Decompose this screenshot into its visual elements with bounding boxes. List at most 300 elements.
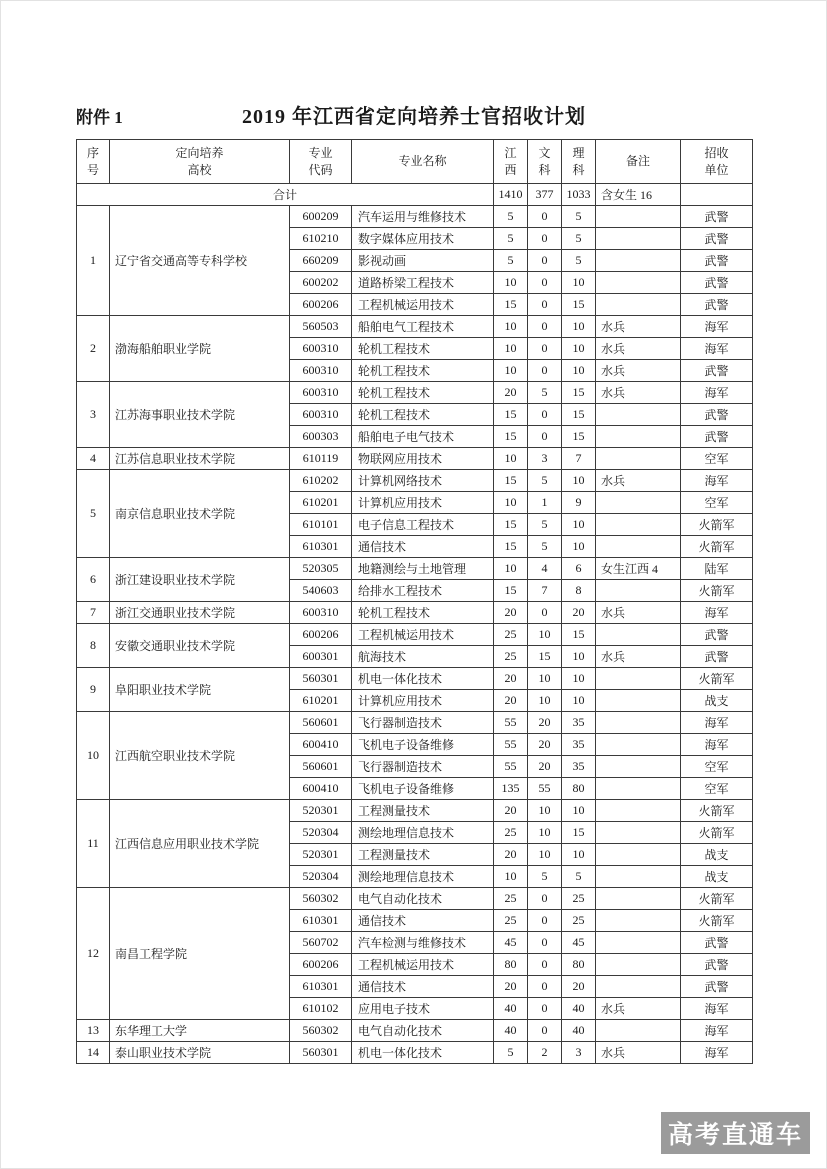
jiangxi-count-cell: 25	[494, 888, 528, 910]
unit-cell: 武警	[681, 228, 753, 250]
school-cell: 东华理工大学	[110, 1020, 290, 1042]
remark-cell	[596, 668, 681, 690]
science-count-cell: 10	[562, 338, 596, 360]
unit-cell: 武警	[681, 932, 753, 954]
arts-count-cell: 10	[528, 668, 562, 690]
table-row	[77, 558, 753, 580]
arts-count-cell: 1	[528, 492, 562, 514]
remark-cell: 水兵	[596, 382, 681, 404]
arts-count-cell: 15	[528, 646, 562, 668]
remark-cell	[596, 228, 681, 250]
science-count-cell: 15	[562, 294, 596, 316]
science-count-cell: 10	[562, 470, 596, 492]
science-count-cell: 7	[562, 448, 596, 470]
seq-cell: 13	[77, 1020, 110, 1042]
major-code-cell: 610201	[290, 492, 352, 514]
major-name-cell: 轮机工程技术	[352, 602, 494, 624]
remark-cell: 水兵	[596, 360, 681, 382]
unit-cell: 海军	[681, 712, 753, 734]
major-code-cell: 610301	[290, 910, 352, 932]
jiangxi-count-cell: 25	[494, 822, 528, 844]
arts-count-cell: 0	[528, 206, 562, 228]
jiangxi-count-cell: 40	[494, 998, 528, 1020]
major-code-cell: 600202	[290, 272, 352, 294]
unit-cell: 火箭军	[681, 910, 753, 932]
remark-cell	[596, 734, 681, 756]
total-arts: 377	[528, 184, 562, 206]
remark-cell	[596, 954, 681, 976]
major-name-cell: 船舶电子电气技术	[352, 426, 494, 448]
major-name-cell: 计算机应用技术	[352, 690, 494, 712]
major-name-cell: 飞机电子设备维修	[352, 778, 494, 800]
major-code-cell: 610202	[290, 470, 352, 492]
seq-cell: 7	[77, 602, 110, 624]
header-arts: 文 科	[528, 140, 562, 184]
jiangxi-count-cell: 45	[494, 932, 528, 954]
major-name-cell: 给排水工程技术	[352, 580, 494, 602]
arts-count-cell: 0	[528, 294, 562, 316]
arts-count-cell: 3	[528, 448, 562, 470]
remark-cell	[596, 404, 681, 426]
unit-cell: 海军	[681, 1042, 753, 1064]
unit-cell: 战支	[681, 866, 753, 888]
arts-count-cell: 0	[528, 1020, 562, 1042]
major-code-cell: 600310	[290, 338, 352, 360]
major-code-cell: 610201	[290, 690, 352, 712]
jiangxi-count-cell: 20	[494, 690, 528, 712]
arts-count-cell: 5	[528, 536, 562, 558]
header-jiangxi: 江 西	[494, 140, 528, 184]
table-row	[77, 602, 753, 624]
arts-count-cell: 0	[528, 910, 562, 932]
unit-cell: 火箭军	[681, 822, 753, 844]
science-count-cell: 10	[562, 514, 596, 536]
unit-cell: 海军	[681, 470, 753, 492]
remark-cell	[596, 250, 681, 272]
unit-cell: 武警	[681, 624, 753, 646]
seq-cell: 1	[77, 206, 110, 316]
seq-cell: 8	[77, 624, 110, 668]
unit-cell: 海军	[681, 998, 753, 1020]
arts-count-cell: 2	[528, 1042, 562, 1064]
jiangxi-count-cell: 10	[494, 492, 528, 514]
science-count-cell: 15	[562, 382, 596, 404]
remark-cell	[596, 206, 681, 228]
arts-count-cell: 20	[528, 734, 562, 756]
remark-cell	[596, 712, 681, 734]
header-major-code: 专业 代码	[290, 140, 352, 184]
arts-count-cell: 5	[528, 866, 562, 888]
science-count-cell: 80	[562, 954, 596, 976]
remark-cell	[596, 272, 681, 294]
header-major-name: 专业名称	[352, 140, 494, 184]
unit-cell: 火箭军	[681, 668, 753, 690]
unit-cell: 火箭军	[681, 514, 753, 536]
major-code-cell: 610101	[290, 514, 352, 536]
major-code-cell: 600209	[290, 206, 352, 228]
school-cell: 安徽交通职业技术学院	[110, 624, 290, 668]
major-name-cell: 数字媒体应用技术	[352, 228, 494, 250]
science-count-cell: 40	[562, 1020, 596, 1042]
remark-cell	[596, 932, 681, 954]
arts-count-cell: 0	[528, 976, 562, 998]
major-code-cell: 600410	[290, 778, 352, 800]
arts-count-cell: 5	[528, 514, 562, 536]
school-cell: 江西信息应用职业技术学院	[110, 800, 290, 888]
jiangxi-count-cell: 135	[494, 778, 528, 800]
jiangxi-count-cell: 25	[494, 910, 528, 932]
recruitment-plan-table	[76, 139, 753, 1064]
attachment-label: 附件 1	[76, 108, 123, 127]
remark-cell	[596, 492, 681, 514]
total-unit	[681, 184, 753, 206]
table-row	[77, 448, 753, 470]
header-row	[77, 140, 753, 184]
unit-cell: 空军	[681, 448, 753, 470]
science-count-cell: 20	[562, 602, 596, 624]
table-row	[77, 1042, 753, 1064]
science-count-cell: 80	[562, 778, 596, 800]
arts-count-cell: 4	[528, 558, 562, 580]
jiangxi-count-cell: 10	[494, 360, 528, 382]
major-code-cell: 600206	[290, 624, 352, 646]
science-count-cell: 10	[562, 272, 596, 294]
jiangxi-count-cell: 80	[494, 954, 528, 976]
science-count-cell: 9	[562, 492, 596, 514]
major-name-cell: 轮机工程技术	[352, 338, 494, 360]
arts-count-cell: 0	[528, 250, 562, 272]
remark-cell: 水兵	[596, 998, 681, 1020]
watermark-logo: 高考直通车	[661, 1112, 810, 1154]
jiangxi-count-cell: 15	[494, 426, 528, 448]
seq-cell: 10	[77, 712, 110, 800]
unit-cell: 海军	[681, 338, 753, 360]
major-code-cell: 600410	[290, 734, 352, 756]
jiangxi-count-cell: 55	[494, 734, 528, 756]
remark-cell	[596, 448, 681, 470]
major-name-cell: 机电一体化技术	[352, 1042, 494, 1064]
remark-cell	[596, 514, 681, 536]
major-code-cell: 610301	[290, 536, 352, 558]
remark-cell	[596, 778, 681, 800]
total-label: 合计	[77, 184, 494, 206]
major-name-cell: 轮机工程技术	[352, 360, 494, 382]
arts-count-cell: 10	[528, 800, 562, 822]
remark-cell: 水兵	[596, 1042, 681, 1064]
seq-cell: 4	[77, 448, 110, 470]
jiangxi-count-cell: 15	[494, 294, 528, 316]
major-code-cell: 600301	[290, 646, 352, 668]
major-name-cell: 地籍测绘与土地管理	[352, 558, 494, 580]
arts-count-cell: 7	[528, 580, 562, 602]
seq-cell: 11	[77, 800, 110, 888]
jiangxi-count-cell: 20	[494, 602, 528, 624]
major-code-cell: 600310	[290, 602, 352, 624]
major-code-cell: 560702	[290, 932, 352, 954]
arts-count-cell: 10	[528, 690, 562, 712]
major-name-cell: 飞行器制造技术	[352, 756, 494, 778]
major-name-cell: 航海技术	[352, 646, 494, 668]
major-code-cell: 520305	[290, 558, 352, 580]
major-code-cell: 520304	[290, 866, 352, 888]
table-row	[77, 382, 753, 404]
unit-cell: 武警	[681, 360, 753, 382]
jiangxi-count-cell: 10	[494, 338, 528, 360]
major-name-cell: 通信技术	[352, 910, 494, 932]
arts-count-cell: 0	[528, 932, 562, 954]
unit-cell: 武警	[681, 206, 753, 228]
unit-cell: 战支	[681, 690, 753, 712]
major-name-cell: 测绘地理信息技术	[352, 822, 494, 844]
school-cell: 渤海船舶职业学院	[110, 316, 290, 382]
jiangxi-count-cell: 55	[494, 712, 528, 734]
jiangxi-count-cell: 15	[494, 470, 528, 492]
major-code-cell: 610210	[290, 228, 352, 250]
arts-count-cell: 0	[528, 954, 562, 976]
major-name-cell: 轮机工程技术	[352, 404, 494, 426]
major-name-cell: 计算机应用技术	[352, 492, 494, 514]
science-count-cell: 10	[562, 844, 596, 866]
jiangxi-count-cell: 10	[494, 448, 528, 470]
major-code-cell: 600303	[290, 426, 352, 448]
major-name-cell: 物联网应用技术	[352, 448, 494, 470]
header-remark: 备注	[596, 140, 681, 184]
remark-cell: 水兵	[596, 470, 681, 492]
seq-cell: 6	[77, 558, 110, 602]
arts-count-cell: 0	[528, 426, 562, 448]
unit-cell: 武警	[681, 404, 753, 426]
remark-cell	[596, 888, 681, 910]
jiangxi-count-cell: 20	[494, 976, 528, 998]
science-count-cell: 5	[562, 206, 596, 228]
jiangxi-count-cell: 10	[494, 866, 528, 888]
table-row	[77, 1020, 753, 1042]
major-code-cell: 560503	[290, 316, 352, 338]
unit-cell: 武警	[681, 294, 753, 316]
major-name-cell: 电气自动化技术	[352, 888, 494, 910]
science-count-cell: 35	[562, 756, 596, 778]
unit-cell: 武警	[681, 976, 753, 998]
science-count-cell: 35	[562, 734, 596, 756]
major-name-cell: 电气自动化技术	[352, 1020, 494, 1042]
remark-cell	[596, 866, 681, 888]
school-cell: 浙江建设职业技术学院	[110, 558, 290, 602]
remark-cell	[596, 580, 681, 602]
title-row	[76, 98, 752, 130]
major-code-cell: 600310	[290, 360, 352, 382]
science-count-cell: 10	[562, 316, 596, 338]
science-count-cell: 5	[562, 866, 596, 888]
school-cell: 江苏信息职业技术学院	[110, 448, 290, 470]
major-name-cell: 通信技术	[352, 976, 494, 998]
science-count-cell: 10	[562, 360, 596, 382]
science-count-cell: 25	[562, 910, 596, 932]
seq-cell: 5	[77, 470, 110, 558]
total-row	[77, 184, 753, 206]
remark-cell	[596, 844, 681, 866]
jiangxi-count-cell: 20	[494, 382, 528, 404]
unit-cell: 空军	[681, 492, 753, 514]
major-code-cell: 560601	[290, 756, 352, 778]
unit-cell: 武警	[681, 250, 753, 272]
major-code-cell: 560301	[290, 1042, 352, 1064]
unit-cell: 火箭军	[681, 800, 753, 822]
major-name-cell: 船舶电气工程技术	[352, 316, 494, 338]
header-unit: 招收 单位	[681, 140, 753, 184]
school-cell: 江西航空职业技术学院	[110, 712, 290, 800]
science-count-cell: 10	[562, 800, 596, 822]
major-name-cell: 工程机械运用技术	[352, 954, 494, 976]
remark-cell	[596, 1020, 681, 1042]
jiangxi-count-cell: 40	[494, 1020, 528, 1042]
major-code-cell: 560601	[290, 712, 352, 734]
major-code-cell: 610301	[290, 976, 352, 998]
unit-cell: 海军	[681, 1020, 753, 1042]
major-name-cell: 工程机械运用技术	[352, 624, 494, 646]
arts-count-cell: 0	[528, 338, 562, 360]
remark-cell	[596, 910, 681, 932]
remark-cell	[596, 822, 681, 844]
major-code-cell: 610102	[290, 998, 352, 1020]
jiangxi-count-cell: 55	[494, 756, 528, 778]
total-science: 1033	[562, 184, 596, 206]
science-count-cell: 35	[562, 712, 596, 734]
unit-cell: 武警	[681, 646, 753, 668]
arts-count-cell: 5	[528, 382, 562, 404]
arts-count-cell: 55	[528, 778, 562, 800]
arts-count-cell: 20	[528, 712, 562, 734]
major-name-cell: 飞机电子设备维修	[352, 734, 494, 756]
remark-cell	[596, 756, 681, 778]
table-row	[77, 712, 753, 734]
seq-cell: 9	[77, 668, 110, 712]
major-code-cell: 540603	[290, 580, 352, 602]
table-row	[77, 800, 753, 822]
science-count-cell: 10	[562, 536, 596, 558]
major-code-cell: 600206	[290, 294, 352, 316]
jiangxi-count-cell: 20	[494, 844, 528, 866]
arts-count-cell: 5	[528, 470, 562, 492]
jiangxi-count-cell: 15	[494, 404, 528, 426]
remark-cell: 水兵	[596, 338, 681, 360]
major-name-cell: 道路桥梁工程技术	[352, 272, 494, 294]
arts-count-cell: 10	[528, 624, 562, 646]
header-school: 定向培养 高校	[110, 140, 290, 184]
arts-count-cell: 0	[528, 316, 562, 338]
arts-count-cell: 0	[528, 404, 562, 426]
total-jiangxi: 1410	[494, 184, 528, 206]
school-cell: 辽宁省交通高等专科学校	[110, 206, 290, 316]
seq-cell: 3	[77, 382, 110, 448]
jiangxi-count-cell: 5	[494, 250, 528, 272]
major-name-cell: 影视动画	[352, 250, 494, 272]
jiangxi-count-cell: 25	[494, 624, 528, 646]
science-count-cell: 45	[562, 932, 596, 954]
arts-count-cell: 0	[528, 888, 562, 910]
unit-cell: 海军	[681, 382, 753, 404]
school-cell: 浙江交通职业技术学院	[110, 602, 290, 624]
remark-cell	[596, 624, 681, 646]
arts-count-cell: 10	[528, 822, 562, 844]
school-cell: 阜阳职业技术学院	[110, 668, 290, 712]
science-count-cell: 40	[562, 998, 596, 1020]
major-code-cell: 610119	[290, 448, 352, 470]
jiangxi-count-cell: 20	[494, 800, 528, 822]
science-count-cell: 15	[562, 822, 596, 844]
major-name-cell: 通信技术	[352, 536, 494, 558]
unit-cell: 火箭军	[681, 536, 753, 558]
unit-cell: 海军	[681, 734, 753, 756]
header-science: 理 科	[562, 140, 596, 184]
school-cell: 南京信息职业技术学院	[110, 470, 290, 558]
jiangxi-count-cell: 10	[494, 558, 528, 580]
jiangxi-count-cell: 15	[494, 580, 528, 602]
science-count-cell: 15	[562, 624, 596, 646]
remark-cell: 水兵	[596, 646, 681, 668]
seq-cell: 12	[77, 888, 110, 1020]
unit-cell: 武警	[681, 272, 753, 294]
major-code-cell: 520304	[290, 822, 352, 844]
major-code-cell: 600206	[290, 954, 352, 976]
unit-cell: 战支	[681, 844, 753, 866]
major-code-cell: 600310	[290, 404, 352, 426]
unit-cell: 海军	[681, 316, 753, 338]
major-name-cell: 汽车检测与维修技术	[352, 932, 494, 954]
science-count-cell: 15	[562, 404, 596, 426]
major-name-cell: 工程测量技术	[352, 844, 494, 866]
total-remark: 含女生 16	[596, 184, 681, 206]
major-code-cell: 520301	[290, 800, 352, 822]
jiangxi-count-cell: 20	[494, 668, 528, 690]
science-count-cell: 15	[562, 426, 596, 448]
major-name-cell: 应用电子技术	[352, 998, 494, 1020]
major-name-cell: 机电一体化技术	[352, 668, 494, 690]
unit-cell: 武警	[681, 954, 753, 976]
remark-cell	[596, 536, 681, 558]
major-name-cell: 测绘地理信息技术	[352, 866, 494, 888]
school-cell: 江苏海事职业技术学院	[110, 382, 290, 448]
seq-cell: 14	[77, 1042, 110, 1064]
remark-cell: 水兵	[596, 602, 681, 624]
header-seq: 序 号	[77, 140, 110, 184]
major-code-cell: 560302	[290, 1020, 352, 1042]
school-cell: 南昌工程学院	[110, 888, 290, 1020]
table-row	[77, 624, 753, 646]
major-name-cell: 工程测量技术	[352, 800, 494, 822]
arts-count-cell: 0	[528, 228, 562, 250]
remark-cell: 水兵	[596, 316, 681, 338]
jiangxi-count-cell: 15	[494, 514, 528, 536]
arts-count-cell: 20	[528, 756, 562, 778]
unit-cell: 空军	[681, 778, 753, 800]
major-name-cell: 电子信息工程技术	[352, 514, 494, 536]
table-row	[77, 316, 753, 338]
unit-cell: 武警	[681, 426, 753, 448]
jiangxi-count-cell: 5	[494, 228, 528, 250]
jiangxi-count-cell: 15	[494, 536, 528, 558]
unit-cell: 陆军	[681, 558, 753, 580]
table-row	[77, 668, 753, 690]
school-cell: 泰山职业技术学院	[110, 1042, 290, 1064]
science-count-cell: 8	[562, 580, 596, 602]
jiangxi-count-cell: 10	[494, 316, 528, 338]
major-code-cell: 660209	[290, 250, 352, 272]
science-count-cell: 5	[562, 250, 596, 272]
unit-cell: 火箭军	[681, 888, 753, 910]
page-title: 2019 年江西省定向培养士官招收计划	[242, 106, 586, 128]
jiangxi-count-cell: 25	[494, 646, 528, 668]
arts-count-cell: 0	[528, 602, 562, 624]
